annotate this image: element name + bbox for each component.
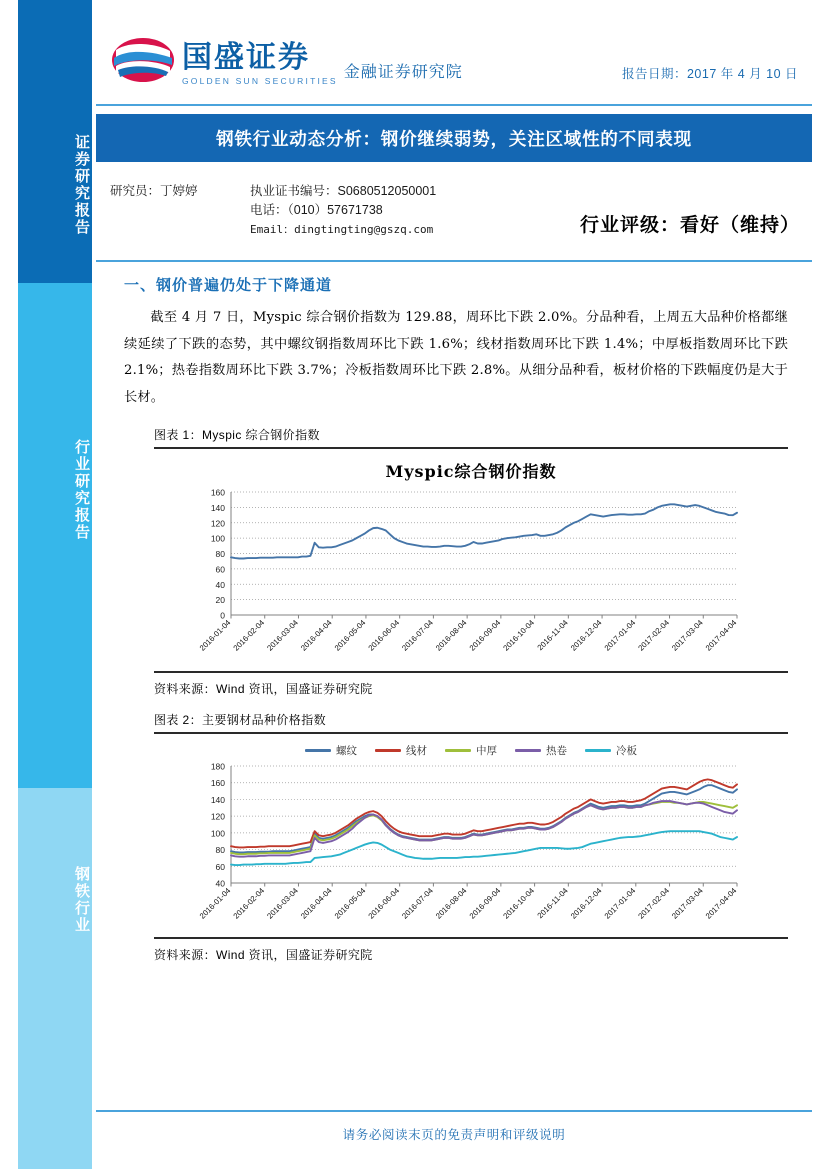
analyst-details <box>110 182 436 238</box>
svg-text:2016-08-04: 2016-08-04 <box>433 885 469 921</box>
svg-text:2016-06-04: 2016-06-04 <box>366 885 402 921</box>
report-title-banner <box>96 114 812 162</box>
svg-text:2016-12-04: 2016-12-04 <box>568 617 604 653</box>
section-paragraph-1: 截至 4 月 7 日，Myspic 综合钢价指数为 129.88，周环比下跌 2.0%。分品种看，上周五大品种价格都继续延续了下跌的态势，其中螺纹钢指数周环比下跌 1.6%；线材指数周环比下跌 1.4%；中厚板指数周环比下跌 2.1%；热卷指数周环比下跌 3.7%；冷板指数周环比下跌 2.8%。从细分品种看，板材价格的下跌幅度仍是大于长材。 <box>124 310 788 405</box>
sidebar-label-steel-industry: 钢铁行业 <box>73 866 91 934</box>
legend-item <box>375 743 427 758</box>
legend-swatch-icon <box>445 749 471 752</box>
exhibit-2-source: 资料来源：Wind 资讯，国盛证券研究院 <box>154 947 373 962</box>
svg-text:2016-05-04: 2016-05-04 <box>332 617 368 653</box>
analyst-certificate: 执业证书编号：S0680512050001 <box>250 184 437 198</box>
exhibit-1-caption: 图表 1：Myspic 综合钢价指数 <box>154 427 320 442</box>
svg-text:2016-07-04: 2016-07-04 <box>400 617 435 653</box>
legend-swatch-icon <box>375 749 401 752</box>
analyst-phone: 电话：（010）57671738 <box>250 203 383 218</box>
svg-text:2016-02-04: 2016-02-04 <box>231 617 267 653</box>
svg-text:2016-04-04: 2016-04-04 <box>299 885 334 921</box>
svg-text:2017-02-04: 2017-02-04 <box>636 617 671 653</box>
analyst-info-block <box>96 174 812 258</box>
company-logo <box>110 34 463 86</box>
svg-text:2017-04-04: 2017-04-04 <box>703 617 739 653</box>
legend-swatch-icon <box>305 749 331 752</box>
svg-text:2016-03-04: 2016-03-04 <box>265 617 300 653</box>
sidebar-label-industry-research: 行业研究报告 <box>73 439 91 541</box>
svg-text:120: 120 <box>210 517 225 528</box>
svg-text:2016-01-04: 2016-01-04 <box>197 885 233 921</box>
legend-label: 螺纹 <box>336 744 357 757</box>
golden-sun-emblem-icon <box>110 34 176 86</box>
page-header <box>96 22 812 104</box>
svg-text:2016-12-04: 2016-12-04 <box>568 885 604 921</box>
legend-label: 中厚 <box>476 744 497 757</box>
logo-mark-icon <box>110 34 176 86</box>
svg-text:2016-01-04: 2016-01-04 <box>197 617 233 653</box>
svg-text:2016-08-04: 2016-08-04 <box>433 617 469 653</box>
logo-company-name-en: GOLDEN SUN SECURITIES <box>182 76 338 86</box>
logo-company-name-cn: 国盛证券 <box>182 40 310 75</box>
svg-text:80: 80 <box>215 548 225 559</box>
svg-text:2016-04-04: 2016-04-04 <box>299 617 334 653</box>
steel-product-price-index-chart <box>191 760 751 935</box>
svg-text:2016-02-04: 2016-02-04 <box>231 885 267 921</box>
industry-rating: 行业评级：看好（维持） <box>579 214 800 236</box>
svg-text:40: 40 <box>215 579 225 590</box>
header-divider <box>96 104 812 106</box>
svg-text:2017-01-04: 2017-01-04 <box>602 617 638 653</box>
svg-text:2017-03-04: 2017-03-04 <box>670 617 705 653</box>
svg-text:2016-10-04: 2016-10-04 <box>501 885 537 921</box>
svg-text:40: 40 <box>215 878 225 889</box>
exhibit-1-frame <box>154 447 788 673</box>
chart-1-title: Myspic综合钢价指数 <box>385 461 557 481</box>
exhibit-1-source: 资料来源：Wind 资讯，国盛证券研究院 <box>154 681 373 696</box>
analyst-divider <box>96 260 812 262</box>
exhibit-2 <box>154 711 788 963</box>
legend-swatch-icon <box>585 749 611 752</box>
svg-text:0: 0 <box>220 610 225 621</box>
svg-text:2016-06-04: 2016-06-04 <box>366 617 402 653</box>
svg-text:2016-09-04: 2016-09-04 <box>467 617 503 653</box>
svg-text:2016-11-04: 2016-11-04 <box>535 617 570 652</box>
svg-text:100: 100 <box>210 533 225 544</box>
report-content <box>96 266 812 963</box>
section-heading-1: 一、钢价普遍仍处于下降通道 <box>124 276 333 294</box>
svg-text:180: 180 <box>210 761 225 772</box>
svg-text:140: 140 <box>210 502 225 513</box>
svg-text:2016-05-04: 2016-05-04 <box>332 885 368 921</box>
svg-text:100: 100 <box>210 827 225 838</box>
legend-item <box>445 743 497 758</box>
svg-text:160: 160 <box>210 777 225 788</box>
logo-institute-name: 金融证券研究院 <box>343 62 463 81</box>
svg-text:2017-01-04: 2017-01-04 <box>602 885 638 921</box>
svg-text:80: 80 <box>215 844 225 855</box>
svg-text:2016-07-04: 2016-07-04 <box>400 885 435 921</box>
exhibit-2-frame <box>154 732 788 939</box>
svg-text:2016-09-04: 2016-09-04 <box>467 885 503 921</box>
legend-item <box>305 743 357 758</box>
svg-text:2017-04-04: 2017-04-04 <box>703 885 739 921</box>
svg-text:2017-02-04: 2017-02-04 <box>636 885 671 921</box>
svg-text:2016-11-04: 2016-11-04 <box>535 885 570 920</box>
legend-item <box>515 743 567 758</box>
myspic-composite-index-chart <box>191 484 751 669</box>
legend-item <box>585 743 637 758</box>
footer-disclaimer: 请务必阅读末页的免责声明和评级说明 <box>342 1127 566 1142</box>
page-title: 钢铁行业动态分析：钢价继续弱势，关注区域性的不同表现 <box>216 129 692 150</box>
legend-label: 冷板 <box>616 744 637 757</box>
svg-text:2016-03-04: 2016-03-04 <box>265 885 300 921</box>
svg-text:60: 60 <box>215 564 225 574</box>
svg-text:160: 160 <box>210 487 225 498</box>
exhibit-2-caption: 图表 2：主要钢材品种价格指数 <box>154 712 327 727</box>
svg-text:20: 20 <box>215 594 225 605</box>
analyst-email: Email：dingtingting@gszq.com <box>250 222 434 236</box>
svg-text:140: 140 <box>210 794 225 805</box>
report-date: 报告日期：2017 年 4 月 10 日 <box>621 67 798 81</box>
svg-text:2016-10-04: 2016-10-04 <box>501 617 537 653</box>
analyst-name: 研究员：丁婷婷 <box>110 184 198 198</box>
sidebar <box>18 0 92 1169</box>
legend-label: 热卷 <box>546 744 567 757</box>
legend-swatch-icon <box>515 749 541 752</box>
footer-divider <box>96 1110 812 1112</box>
svg-text:60: 60 <box>215 861 225 872</box>
exhibit-1 <box>154 426 788 697</box>
svg-text:2017-03-04: 2017-03-04 <box>670 885 705 921</box>
sidebar-label-securities-research: 证券研究报告 <box>73 134 91 236</box>
svg-text:120: 120 <box>210 811 225 822</box>
chart-2-legend <box>154 743 788 758</box>
legend-label: 线材 <box>406 744 427 757</box>
